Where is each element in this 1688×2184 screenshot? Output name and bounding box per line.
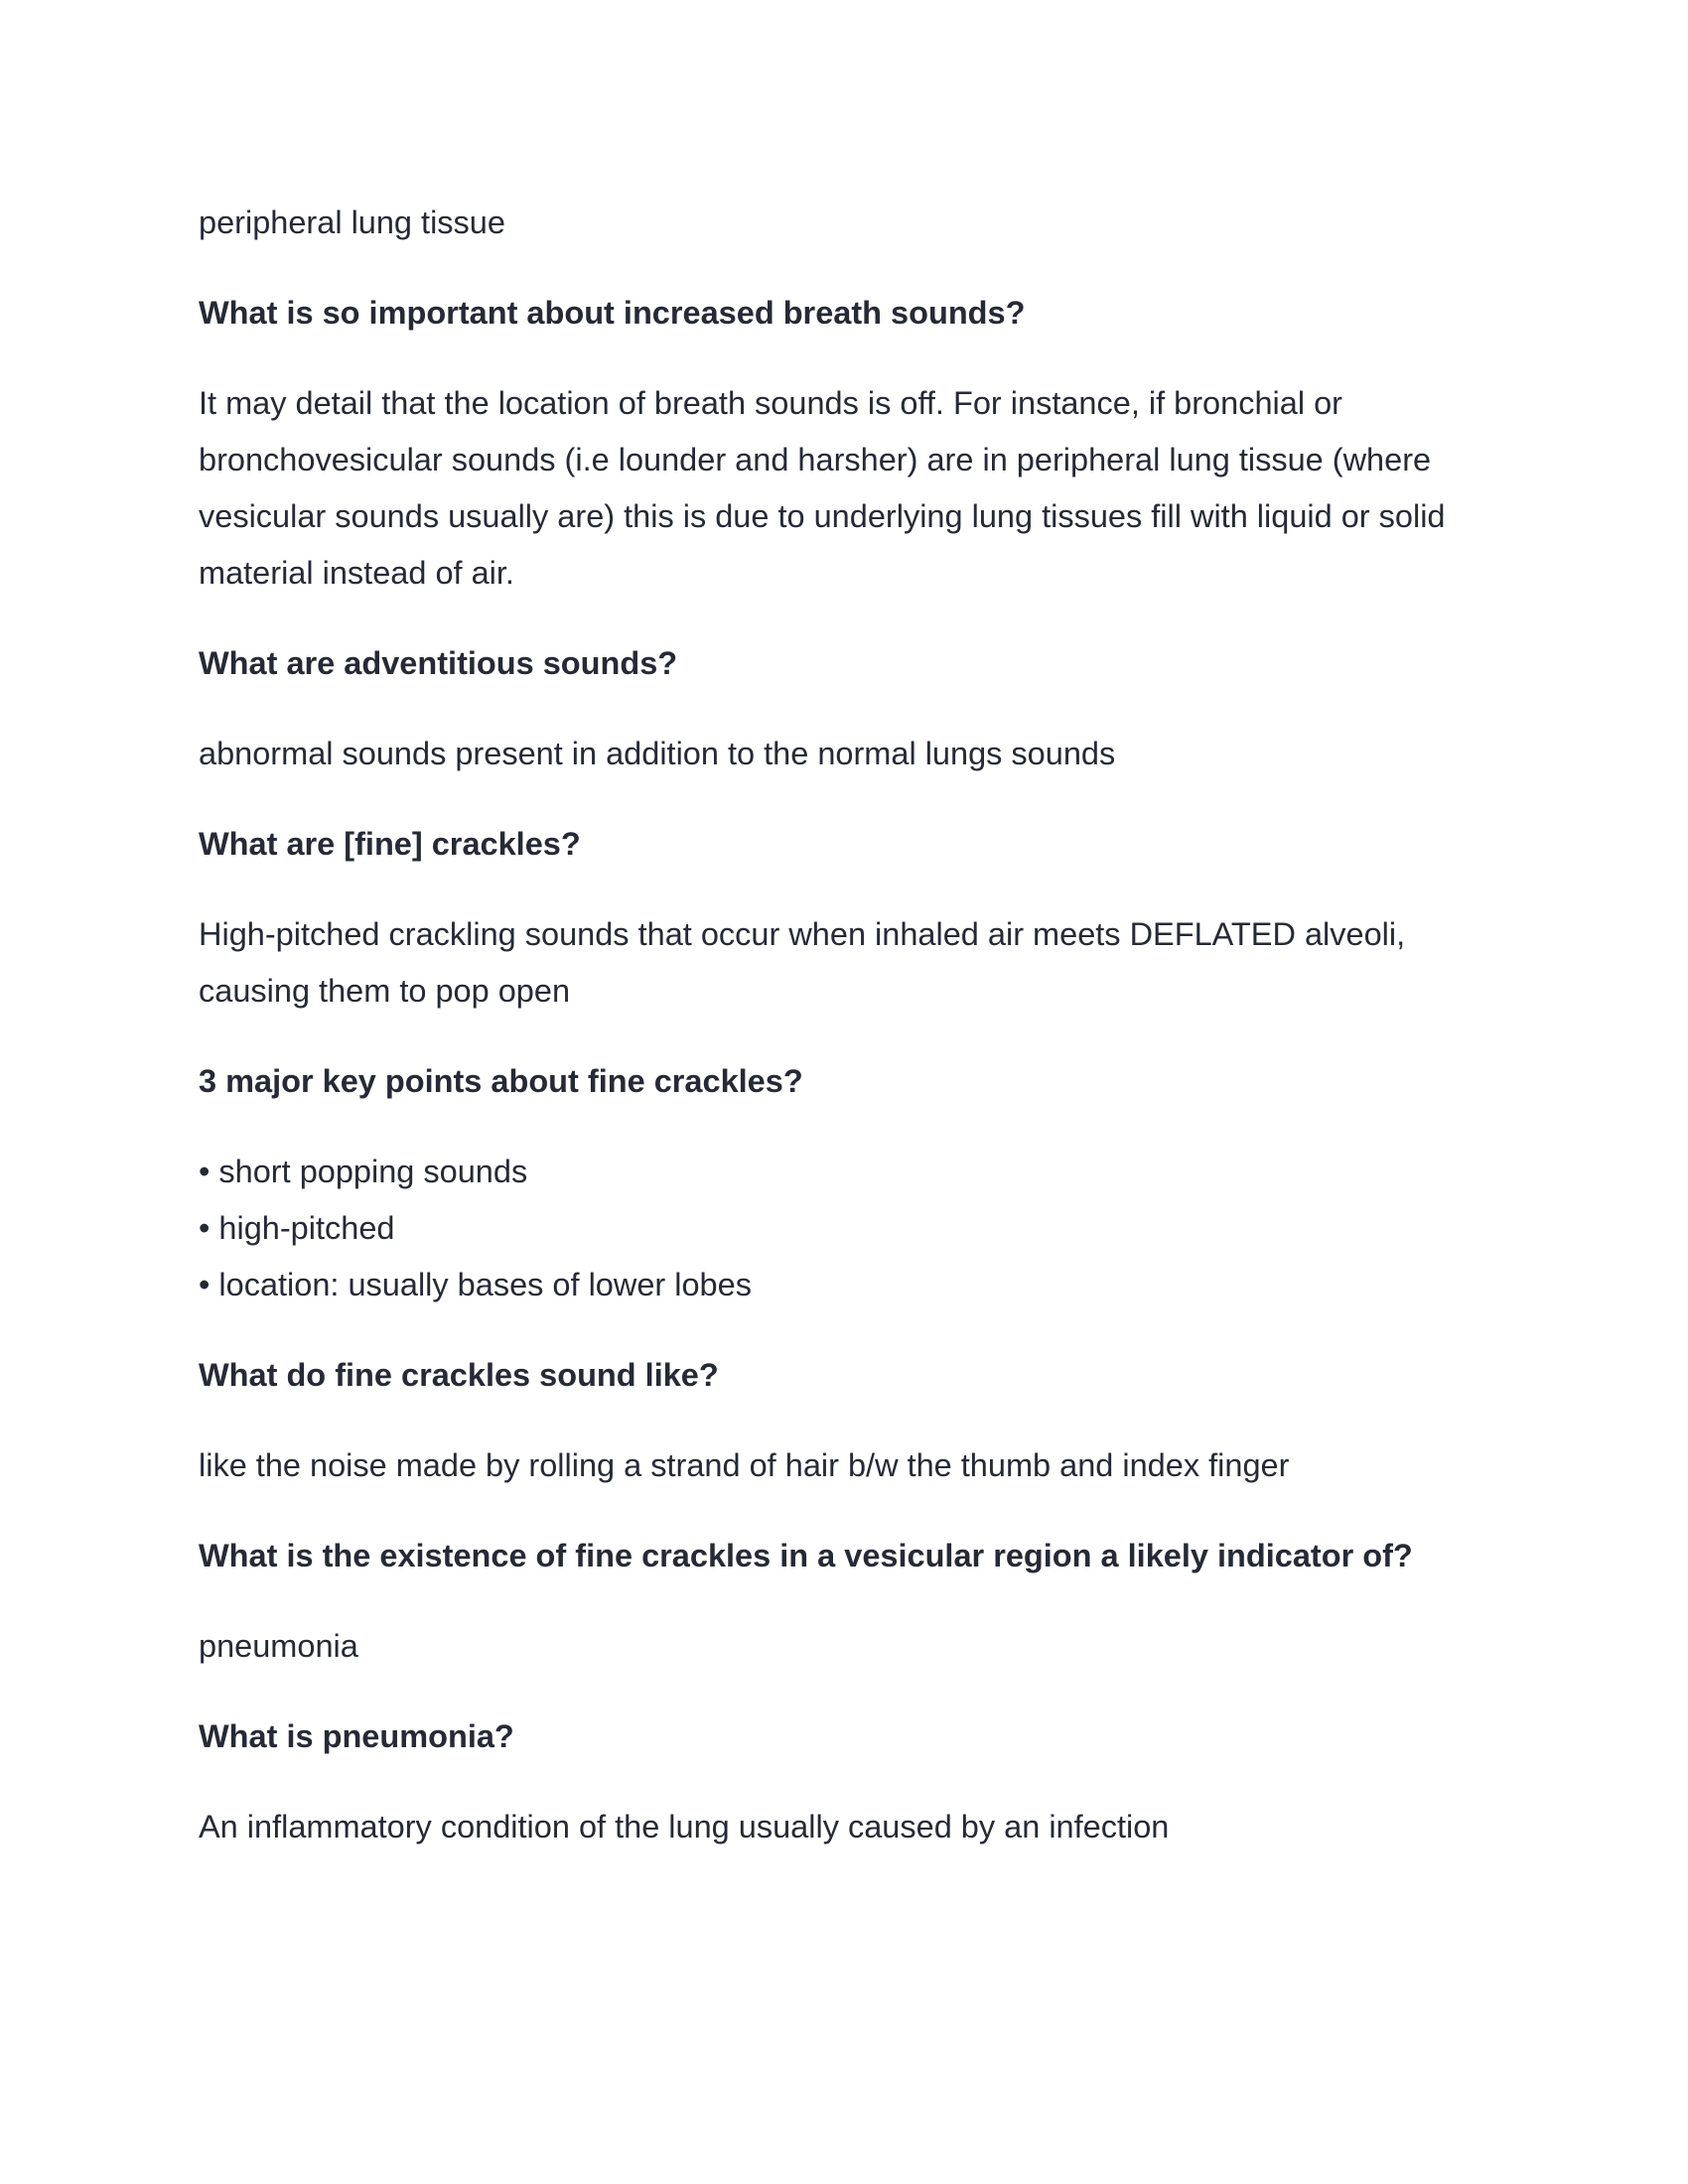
- answer-line: material instead of air.: [199, 555, 514, 591]
- answer-line: High-pitched crackling sounds that occur when inhaled air meets DEFLATED alveoli,: [199, 916, 1406, 952]
- answer-line: It may detail that the location of breath sounds is off. For instance, if bronchial or: [199, 385, 1342, 421]
- answer-block: [199, 726, 1509, 782]
- question-heading: What do fine crackles sound like?: [199, 1357, 719, 1393]
- answer-block: [199, 1618, 1509, 1675]
- document-page: [199, 195, 1509, 1855]
- question-heading: What is so important about increased breath sounds?: [199, 295, 1026, 331]
- question-heading: What are adventitious sounds?: [199, 645, 678, 681]
- answer-block: [199, 906, 1509, 1020]
- answer-line: An inflammatory condition of the lung usually caused by an infection: [199, 1809, 1170, 1844]
- answer-block: [199, 1799, 1509, 1855]
- answer-line: bronchovesicular sounds (i.e lounder and harsher) are in peripheral lung tissue (where: [199, 442, 1432, 478]
- list-item: • high-pitched: [199, 1210, 395, 1246]
- answer-line: causing them to pop open: [199, 973, 571, 1009]
- question-heading: 3 major key points about fine crackles?: [199, 1063, 803, 1099]
- answer-line: pneumonia: [199, 1628, 358, 1664]
- answer-block: [199, 1437, 1509, 1494]
- answer-block: [199, 375, 1509, 602]
- question-heading: What is the existence of fine crackles in a vesicular region a likely indicator of?: [199, 1538, 1413, 1573]
- list-item: • location: usually bases of lower lobes: [199, 1267, 752, 1302]
- question-heading: What is pneumonia?: [199, 1718, 514, 1754]
- question-heading: What are [fine] crackles?: [199, 826, 581, 862]
- answer-line: like the noise made by rolling a strand of hair b/w the thumb and index finger: [199, 1447, 1290, 1483]
- answer-line: vesicular sounds usually are) this is due to underlying lung tissues fill with liquid or solid: [199, 498, 1446, 534]
- list-item: • short popping sounds: [199, 1154, 528, 1189]
- intro-text: peripheral lung tissue: [199, 205, 505, 240]
- answer-list: [199, 1144, 1509, 1313]
- answer-line: abnormal sounds present in addition to the normal lungs sounds: [199, 736, 1116, 771]
